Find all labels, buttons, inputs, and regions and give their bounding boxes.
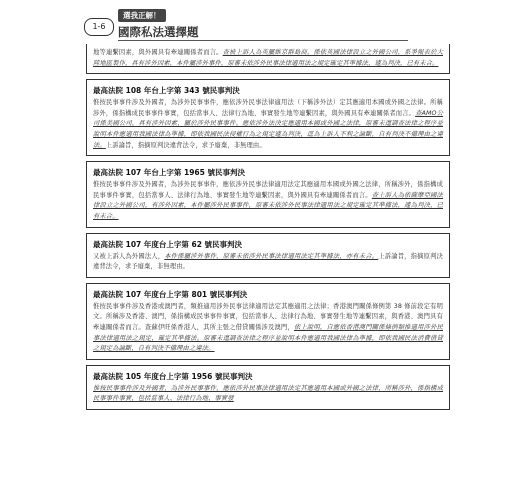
case-emphasis: 惟按民事事件涉及外國者，為涉外民事事件，應依涉外民事法律適用法定其應適用本國或外國之法律，所稱涉外，係指構成民事事件事實，包括當事人、法律行為地、事實發 (93, 384, 443, 403)
case-emphasis: 依上說明，自應依香港澳門關係條例類推適用涉外民事法律適用法之規定，確定其準據法。原審未遑調查法律之程序並說明本件應適用我國法律為準據，即依我國民法消費借貸之規定為論斷，自有判決不備理由之違法。 (93, 323, 443, 353)
case-body (93, 252, 443, 273)
case-text: 上訴論旨，指摘原判決違背法令，求予廢棄，非無理由。 (93, 252, 443, 271)
case-box (86, 233, 450, 278)
case-body (93, 98, 443, 151)
case-body (93, 48, 443, 69)
case-title: 最高法院 107 年台上字第 1965 號民事判決 (93, 168, 245, 178)
section-title: 國際私法選擇題 (118, 25, 199, 39)
case-box (86, 79, 450, 156)
case-box (86, 283, 450, 360)
case-box (86, 161, 450, 227)
case-text: 惟按民事事件涉及外國者，為涉外民事事件，應依涉外民事法律適用法定其應適用本國或外國之法律，所稱涉外，係指構成民事事件事實，包括當事人、法律行為地、事實發生地等連繫因素，與外國具有牽連關係者而言。 (93, 181, 443, 199)
case-body (93, 384, 443, 405)
case-emphasis: 本件係屬涉外事件，原審未依涉外民事法律適用法定其準據法，亦有未合。 (164, 252, 379, 260)
section-tag: 選我正解！ (118, 9, 166, 22)
page-number-badge: 1-6 (84, 18, 114, 36)
case-body (93, 180, 443, 222)
case-text: 地等連繫因素，與外國具有牽連關係者而言。 (93, 49, 223, 56)
case-text: 惟按民事事件涉及香港或澳門者，類推適用涉外民事法律適用法定其應適用之法律；香港澳門關係條例第 38 條前段定有明文。所稱涉及香港、澳門，係指構成民事事件事實，包括當事人、法律行為地、事實發生地等連繫因素，與香港、澳門具有牽連關係者而言。查蘇伊旺係香港人，其所主張之借貸關係涉及澳門， (93, 302, 443, 331)
case-title: 最高法院 107 年度台上字第 801 號民事判決 (93, 289, 248, 299)
case-emphasis: 查AMO公司係美國公司，具有涉外因素，屬於涉外民事事件。應依涉外法決定應適用本國或外國之法律，原審未遑調查法律之程序並說明本件應適用我國法律為準據，即依我國民法侵權行為之規定遽為判決，逕為上訴人不利之論斷，自有判決不備理由之違法。 (93, 109, 444, 149)
case-title: 最高法院 107 年度台上字第 62 號民事判決 (93, 239, 243, 249)
header-divider (118, 40, 408, 41)
case-text: 又被上訴人為外國法人， (93, 252, 165, 260)
case-list (86, 44, 450, 415)
case-title: 最高法院 108 年台上字第 343 號民事判決 (93, 86, 240, 96)
case-text: 上訴論旨，指摘原判決違背法令，求予廢棄，非無理由。 (105, 141, 266, 149)
case-text: 惟按民事事件涉及外國者，為涉外民事事件，應依涉外民事法律適用法（下稱涉外法）定其應適用本國或外國之法律。所稱涉外，係指構成民事事件事實，包括當事人、法律行為地、事實發生地等連繫因素，與外國具有牽連關係者而言。 (93, 99, 443, 117)
page-header (0, 0, 520, 46)
case-box (86, 365, 450, 410)
case-emphasis: 查被上訴人為英屬維京群島商，係依英國法律設立之外國公司，系爭報表於大陸地區製作，具有涉外因素，本件屬涉外事件，原審未依涉外民事法律適用法之規定確定其準據法，遽為判決，已有未合。 (93, 49, 444, 67)
case-title: 最高法院 105 年度台上字第 1956 號民事判決 (93, 371, 253, 381)
case-body (93, 302, 443, 355)
case-emphasis: 查上訴人為依薩摩亞國法律設立之外國公司，有涉外因素，本件屬涉外民事事件，原審未依涉外民事法律適用法之規定確定其準據法，遽為判決，已有未合。 (93, 191, 443, 220)
case-box (86, 44, 450, 74)
